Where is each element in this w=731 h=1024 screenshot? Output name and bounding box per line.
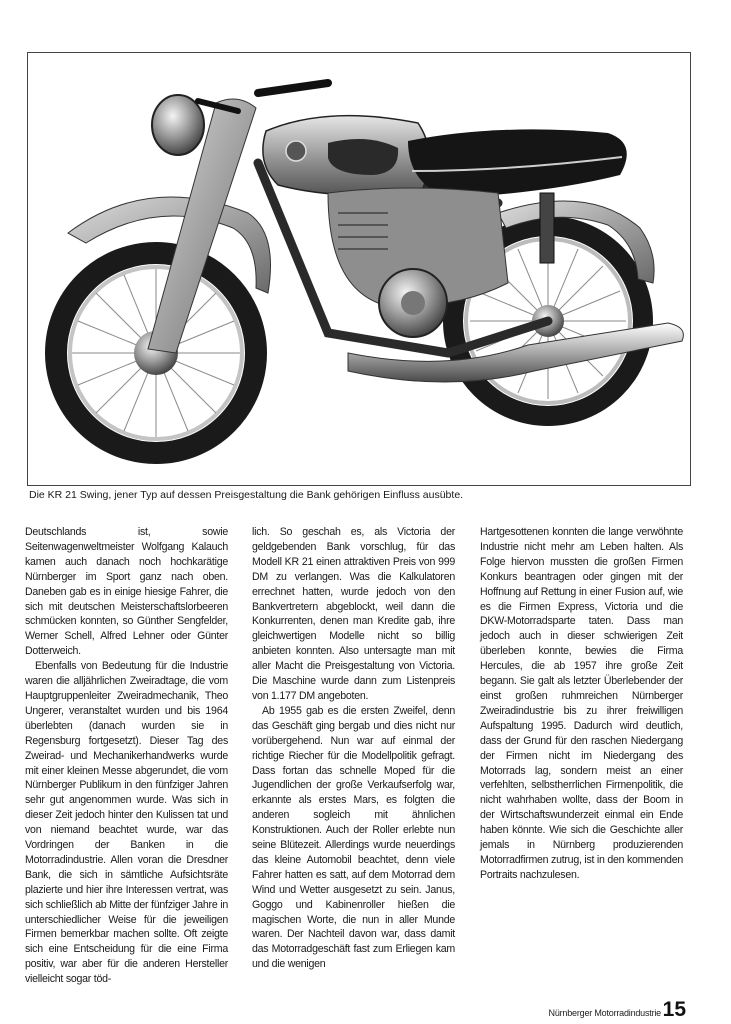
text-column-2 — [252, 525, 455, 972]
paragraph: Ebenfalls von Bedeutung für die Industrie waren die alljährlichen Zweiradtage, die vom Hauptgruppenleiter Zweiradmechanik, Theo Ungerer, veranstaltet wurden und bis 1964 überlebten (danach wurden sie in Regensburg fortgesetzt). Dieser Tag des Zweirad- und Mechanikerhandwerks wurde mit einer kleinen Messe abgerundet, die vom Nürnberger Publikum in den fünfziger Jahren sehr gut angenommen wurde. Was sich in dieser Zeit jedoch hinter den Kulissen tat und von niemand beachtet wurde, war das Vordringen der Banken in die Motorradindustrie. Allen voran die Dresdner Bank, die sich in sämtliche Aufsichtsräte plazierte und hier ihre Interessen vertrat, was sich schließlich ab Mitte der fünfziger Jahre in unterschiedlicher Weise für die jeweiligen Firmen bemerkbar machen sollte. Oft zeigte sich eine Entscheidung für die eine Firma positiv, war aber für die anderen Hersteller vielleicht sogar töd- — [25, 660, 228, 986]
photo-caption: Die KR 21 Swing, jener Typ auf dessen Preisgestaltung die Bank gehörigen Einfluss ausübte. — [29, 489, 464, 501]
motorcycle-photo — [27, 52, 691, 486]
paragraph: Hartgesottenen konnten die lange verwöhnte Industrie nicht mehr am Leben halten. Als Folge hiervon mussten die großen Firmen Konkurs beantragen oder gingen mit der Hoffnung auf Rettung in einer Fusion auf, wie es die Firmen Express, Victoria und die DKW-Motorradsparte taten. Dass man jedoch auch in dieser schwierigen Zeit überleben konnte, bewies die Firma Hercules, die ab 1957 ihre große Zeit begann. Sie galt als letzter Überlebender der einst großen ruhmreichen Nürnberger Zweiradindustrie bis zu ihrer freiwilligen Aufspaltung 1995. Dadurch wird deutlich, dass der Grund für den raschen Niedergang der Firmen nicht im Niedergang des Motorrads lag, sondern meist an einer verfehlten, selbstherrlichen Firmenpolitik, die nicht wahrhaben wollte, dass der Boom in der Wirtschaftswunderzeit einmal ein Ende haben könnte. Wie sich die Geschichte aller jemals in Nürnberg produzierenden Motorradfirmen zutrug, ist in den kommenden Portraits nachzulesen. — [480, 526, 683, 881]
front-wheel — [56, 253, 256, 453]
text-column-1 — [25, 525, 228, 987]
page-number: 15 — [662, 998, 686, 1021]
motorcycle-illustration — [28, 53, 690, 485]
paragraph: lich. So geschah es, als Victoria der geldgebenden Bank vorschlug, für das Modell KR 21 einen attraktiven Preis von 999 DM zu verlangen. Was die Kalkulatoren errechnet hatten, wurde jedoch von den Bankvertretern abgeblockt, weil dann die Konkurrenten, denen man Kredite gab, ihre gleichwertigen Modelle nicht so billig anbieten konnten. Also untersagte man mit aller Macht die Preisgestaltung von Victoria. Die Maschine wurde dann zum Listenpreis von 1.177 DM angeboten. — [252, 526, 455, 702]
paragraph: Deutschlands ist, sowie Seitenwagenweltmeister Wolfgang Kalauch kamen auch danach noch hochkarätige Nürnberger im Sport ganz nach oben. Daneben gab es in einige hiesige Fahrer, die sich mit deutschen Meisterschaftslorbeeren schmücken konnten, so Günther Sengfelder, Werner Schell, Alfred Lehner oder Günter Dotterweich. — [25, 526, 228, 658]
running-footer: Nürnberger Motorradindustrie — [548, 1008, 661, 1018]
paragraph: Ab 1955 gab es die ersten Zweifel, denn das Geschäft ging bergab und dies nicht nur vorübergehend. Nun war auf einmal der richtige Riecher für die Modellpolitik gefragt. Dass fortan das schnelle Moped für die Jugendlichen der große Verkaufserfolg war, erkannte als erstes Mars, es folgten die anderen sogleich mit ähnlichen Konstruktionen. Auch der Roller erlebte nun seine Blütezeit. Allerdings wurde neuerdings das kleine Automobil beachtet, denn viele Fahrer hatten es satt, auf dem Motorrad dem Wind und Wetter ausgesetzt zu sein. Janus, Goggo und Kabinenroller hießen die magischen Worte, die nun in aller Munde waren. Der Nachteil davon war, dass damit das Motorradgeschäft fast zum Erliegen kam und die wenigen — [252, 704, 455, 971]
text-column-3 — [480, 525, 683, 883]
